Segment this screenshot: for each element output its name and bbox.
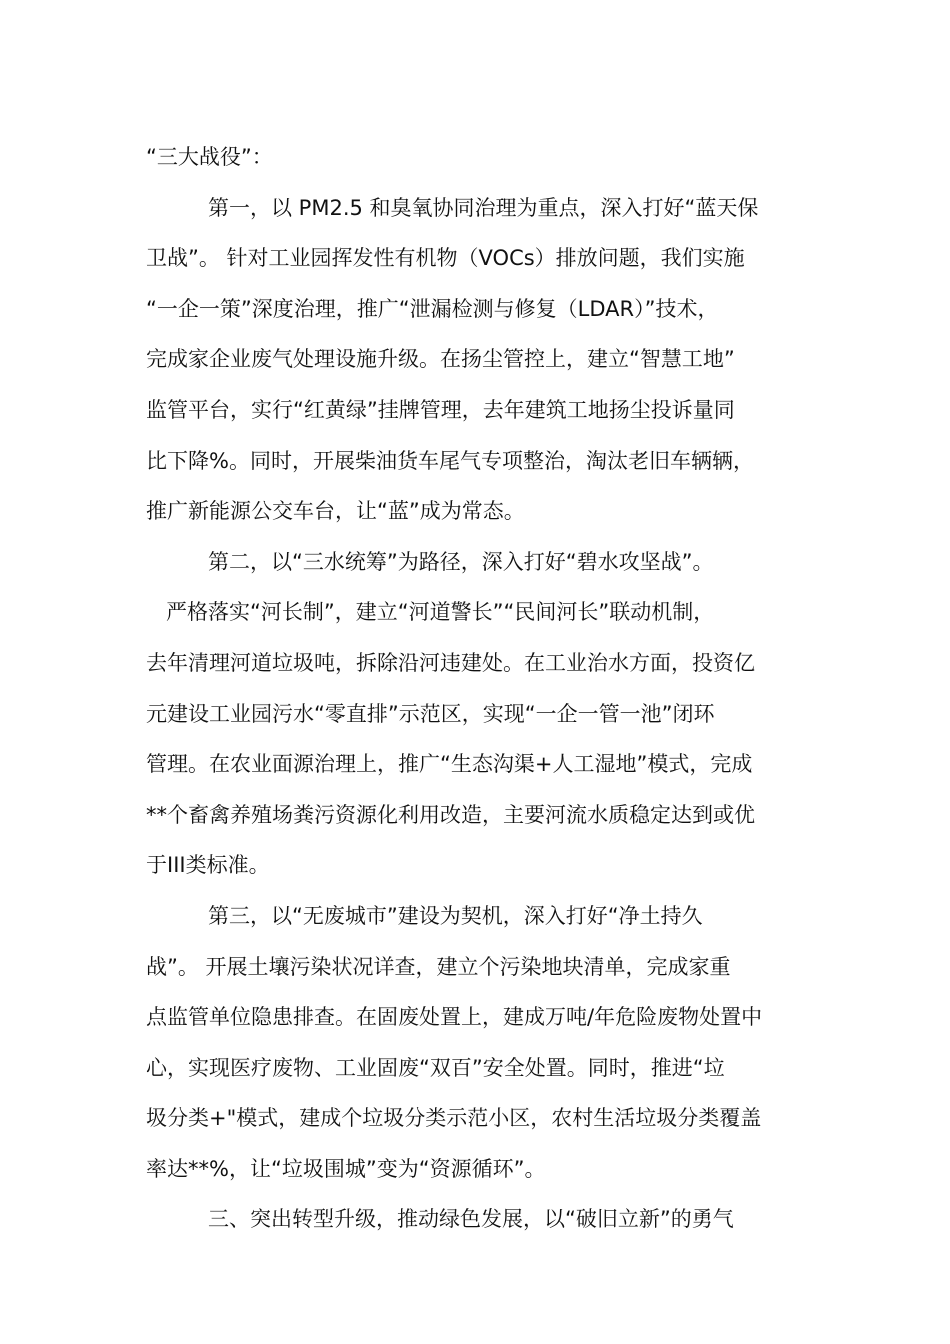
text-line: 严格落实“河长制”，建立“河道警长”“民间河长”联动机制， xyxy=(166,600,715,625)
text-line: 圾分类+"模式，建成个垃圾分类示范小区，农村生活垃圾分类覆盖 xyxy=(146,1106,762,1131)
text-line: “一企一策”深度治理，推广“泄漏检测与修复（LDAR）”技术， xyxy=(146,296,719,321)
text-line: 推广新能源公交车台，让“蓝”成为常态。 xyxy=(146,499,525,524)
text-line: 监管平台，实行“红黄绿”挂牌管理，去年建筑工地扬尘投诉量同 xyxy=(146,397,735,422)
text-line: 完成家企业废气处理设施升级。在扬尘管控上，建立“智慧工地” xyxy=(146,347,735,372)
text-line: 比下降%。同时，开展柴油货车尾气专项整治，淘汰老旧车辆辆， xyxy=(146,448,754,473)
text-line: 心，实现医疗废物、工业固废“双百”安全处置。同时，推进“垃 xyxy=(146,1055,725,1080)
text-line: 去年清理河道垃圾吨，拆除沿河违建处。在工业治水方面，投资亿 xyxy=(146,650,755,675)
text-line: 点监管单位隐患排查。在固废处置上，建成万吨/年危险废物处置中 xyxy=(146,1005,763,1030)
text-line: 元建设工业园污水“零直排”示范区，实现“一企一管一池”闭环 xyxy=(146,701,715,726)
text-line: 卫战”。 针对工业园挥发性有机物（VOCs）排放问题，我们实施 xyxy=(146,246,745,271)
text-line: 于III类标准。 xyxy=(146,853,270,878)
body-text xyxy=(146,132,810,1245)
text-line: “三大战役”： xyxy=(146,145,273,169)
text-line: 第一，以 PM2.5 和臭氧协同治理为重点，深入打好“蓝天保 xyxy=(208,195,759,220)
text-line: **个畜禽养殖场粪污资源化利用改造，主要河流水质稳定达到或优 xyxy=(146,802,755,827)
text-line: 第二，以“三水统筹”为路径，深入打好“碧水攻坚战”。 xyxy=(208,549,714,574)
text-line: 三、突出转型升级，推动绿色发展，以“破旧立新”的勇气 xyxy=(208,1207,734,1232)
text-line: 第三，以“无废城市”建设为契机，深入打好“净土持久 xyxy=(208,903,703,928)
text-line: 战”。 开展土壤污染状况详查，建立个污染地块清单，完成家重 xyxy=(146,954,731,979)
text-line: 率达**%，让“垃圾围城”变为“资源循环”。 xyxy=(146,1156,546,1181)
text-line: 管理。在农业面源治理上，推广“生态沟渠+人工湿地”模式，完成 xyxy=(146,752,753,777)
